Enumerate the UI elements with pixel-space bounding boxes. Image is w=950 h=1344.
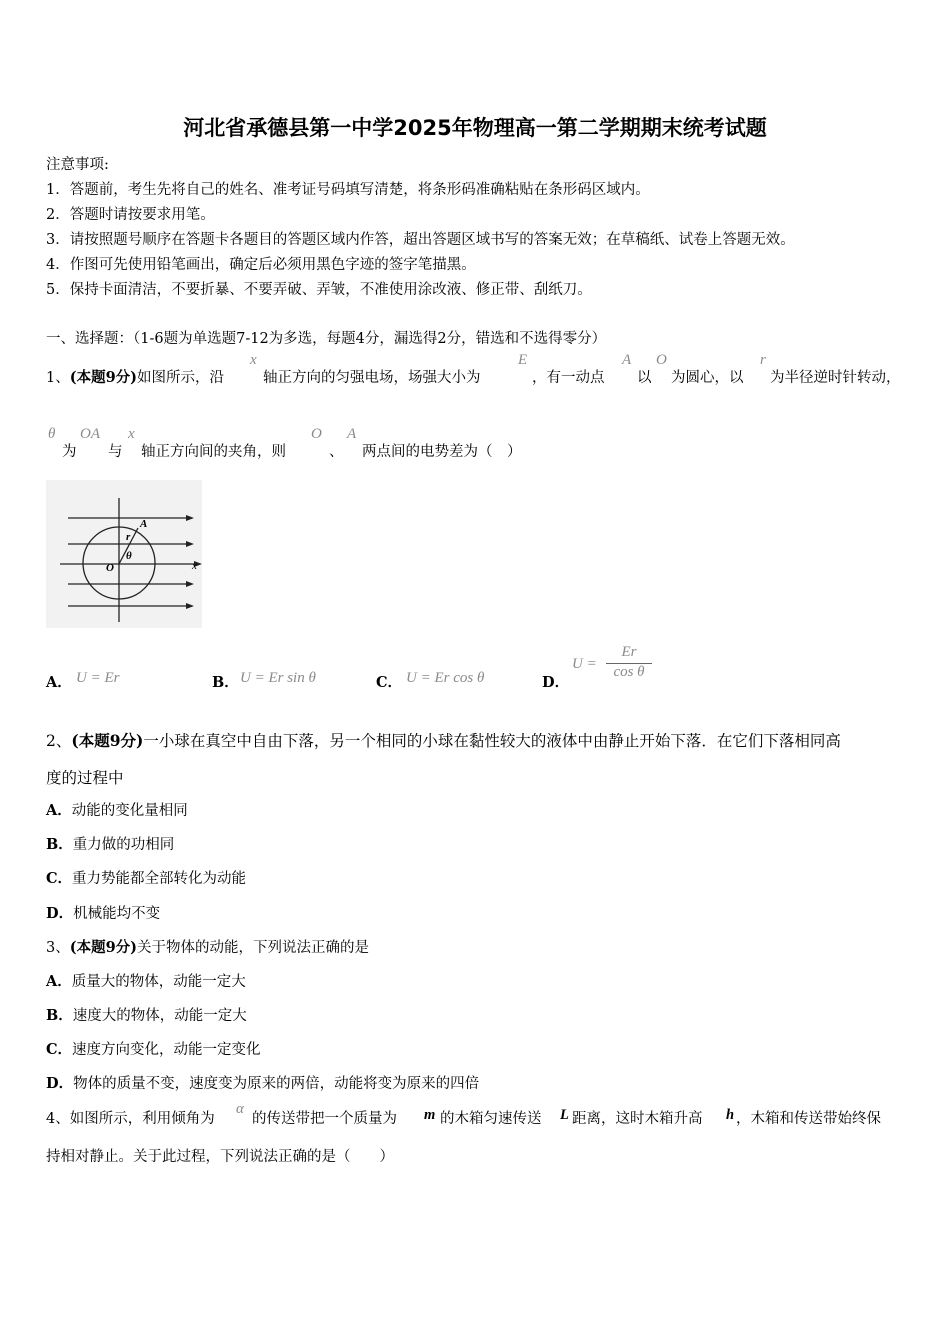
figure-label-r: r bbox=[126, 531, 131, 543]
math-m: m bbox=[424, 1107, 436, 1123]
page-title: 河北省承德县第一中学2025年物理高一第二学期期末统考试题 bbox=[183, 116, 767, 140]
question-2-line-1 bbox=[46, 729, 841, 751]
math-theta: θ bbox=[48, 426, 56, 442]
notice-item: 4．作图可先使用铅笔画出，确定后必须用黑色字迹的签字笔描黑。 bbox=[46, 257, 476, 273]
math-O: O bbox=[311, 426, 322, 442]
option-item: B．重力做的功相同 bbox=[46, 836, 175, 853]
option-b-label: B． bbox=[212, 674, 239, 691]
math-h: h bbox=[726, 1107, 735, 1123]
question-text: 两点间的电势差为（ ） bbox=[362, 444, 522, 460]
option-item: D．物体的质量不变，速度变为原来的两倍，动能将变为原来的四倍 bbox=[46, 1075, 480, 1092]
question-text: 关于物体的动能，下列说法正确的是 bbox=[137, 940, 370, 956]
math-A: A bbox=[622, 352, 632, 368]
fraction-denominator: cos θ bbox=[613, 664, 645, 680]
question-number: 3、 bbox=[46, 940, 70, 956]
question-text: 、 bbox=[329, 444, 344, 460]
question-text: 如图所示，沿 bbox=[137, 370, 225, 386]
math-x: x bbox=[250, 352, 257, 368]
math-alpha: α bbox=[236, 1101, 244, 1117]
math-OA: OA bbox=[80, 426, 100, 442]
notice-item: 5．保持卡面清洁，不要折暴、不要弄破、弄皱，不准使用涂改液、修正带、刮纸刀。 bbox=[46, 282, 592, 298]
notice-heading: 注意事项: bbox=[46, 157, 109, 173]
option-item: B．速度大的物体，动能一定大 bbox=[46, 1007, 247, 1024]
figure-label-x: x bbox=[192, 560, 197, 572]
question-text: 轴正方向间的夹角，则 bbox=[141, 444, 286, 460]
question-text: 轴正方向的匀强电场，场强大小为 bbox=[263, 370, 481, 386]
question-number: 1、 bbox=[46, 370, 70, 386]
question-text: 的传送带把一个质量为 bbox=[252, 1111, 397, 1127]
option-item: A．质量大的物体，动能一定大 bbox=[46, 973, 246, 990]
fraction-numerator: Er bbox=[621, 644, 637, 660]
option-d-label: D． bbox=[542, 674, 570, 691]
option-item: A．动能的变化量相同 bbox=[46, 802, 188, 819]
question-text: 与 bbox=[108, 444, 123, 460]
question-text: 一小球在真空中自由下落，另一个相同的小球在黏性较大的液体中由静止开始下落．在它们下落相同高 bbox=[143, 732, 841, 750]
question-text: ，有一动点 bbox=[532, 370, 605, 386]
question-number: 2、 bbox=[46, 732, 72, 750]
question-score: (本题9分) bbox=[71, 731, 144, 750]
option-c-formula: U = Er cos θ bbox=[406, 670, 485, 686]
option-item: D．机械能均不变 bbox=[46, 905, 161, 922]
figure-label-A: A bbox=[140, 518, 148, 530]
question-text: 为半径逆时针转动， bbox=[770, 370, 901, 386]
math-x: x bbox=[128, 426, 135, 442]
notice-item: 2．答题时请按要求用笔。 bbox=[46, 207, 215, 223]
figure-label-theta: θ bbox=[126, 550, 132, 562]
option-c-label: C． bbox=[376, 674, 403, 691]
question-3-line-1 bbox=[46, 936, 369, 957]
question-text: 4、如图所示，利用倾角为 bbox=[46, 1111, 215, 1127]
option-a-label: A． bbox=[46, 674, 72, 691]
option-d-fraction bbox=[604, 644, 654, 681]
question-text: ，木箱和传送带始终保 bbox=[736, 1111, 881, 1127]
option-b-formula: U = Er sin θ bbox=[240, 670, 316, 686]
option-d-lhs: U = bbox=[572, 656, 597, 672]
question-score: (本题9分) bbox=[69, 939, 138, 956]
question-score: (本题9分) bbox=[69, 369, 138, 386]
electric-field-diagram bbox=[46, 480, 202, 628]
question-text: 距离，这时木箱升高 bbox=[572, 1111, 703, 1127]
question-text: 的木箱匀速传送 bbox=[440, 1111, 542, 1127]
question-4-line-2: 持相对静止。关于此过程，下列说法正确的是（ ） bbox=[46, 1149, 394, 1165]
figure-label-O: O bbox=[106, 562, 114, 574]
section-heading: 一、选择题：（1-6题为单选题7-12为多选，每题4分，漏选得2分，错选和不选得零分） bbox=[46, 331, 607, 347]
math-O: O bbox=[656, 352, 667, 368]
question-text: 为 bbox=[62, 444, 77, 460]
math-L: L bbox=[560, 1107, 569, 1123]
question-text: 以 bbox=[637, 370, 652, 386]
math-E: E bbox=[518, 352, 528, 368]
math-A: A bbox=[347, 426, 357, 442]
question-1-figure bbox=[46, 480, 202, 628]
option-a-formula: U = Er bbox=[76, 670, 120, 686]
option-item: C．速度方向变化，动能一定变化 bbox=[46, 1041, 261, 1058]
notice-item: 1．答题前，考生先将自己的姓名、准考证号码填写清楚，将条形码准确粘贴在条形码区域内。 bbox=[46, 182, 650, 198]
option-item: C．重力势能都全部转化为动能 bbox=[46, 870, 247, 887]
math-r: r bbox=[760, 352, 766, 368]
notice-item: 3．请按照题号顺序在答题卡各题目的答题区域内作答，超出答题区域书写的答案无效；在草稿纸、试卷上答题无效。 bbox=[46, 232, 795, 248]
question-text: 为圆心，以 bbox=[671, 370, 744, 386]
question-2-line-2: 度的过程中 bbox=[46, 769, 124, 787]
question-1-line-1 bbox=[46, 366, 224, 387]
